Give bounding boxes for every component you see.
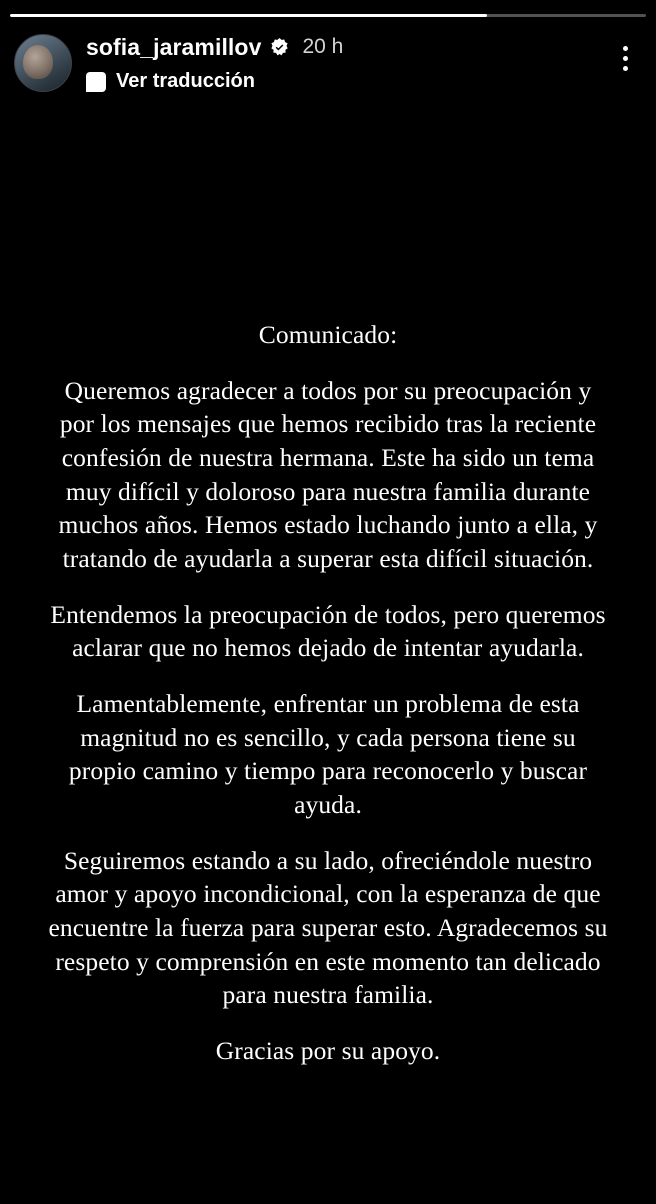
story-statement-text [48, 318, 608, 1067]
avatar[interactable] [14, 34, 72, 92]
more-options-icon[interactable] [608, 36, 642, 80]
statement-paragraph: Comunicado: [258, 320, 398, 349]
story-header [0, 30, 656, 106]
statement-paragraph: Queremos agradecer a todos por su preocupación y por los mensajes que hemos recibido tras la reciente confesión de nuestra hermana. Este ha sido un tema muy difícil y doloroso para nuestra familia durante muchos años. Hemos estado luchando junto a ella, y tratando de ayudarla a superar esta difícil situación. [58, 375, 598, 573]
verified-badge-icon [269, 37, 290, 58]
statement-paragraph: Seguiremos estando a su lado, ofreciéndole nuestro amor y apoyo incondicional, con la esperanza de que encuentre la fuerza para superar esto. Agradecemos su respeto y comprensión en este momento tan delicado para nuestra familia. [48, 845, 608, 1010]
header-primary-line [86, 30, 608, 64]
story-progress-bar [10, 14, 646, 17]
progress-track [10, 14, 646, 17]
story-timestamp: 20 h [302, 35, 344, 58]
header-text-block [86, 30, 608, 93]
see-translation-row[interactable] [86, 70, 608, 93]
translate-icon [86, 72, 106, 92]
statement-paragraph: Entendemos la preocupación de todos, pero queremos aclarar que no hemos dejado de intentar ayudarla. [50, 599, 606, 663]
statement-paragraph: Gracias por su apoyo. [215, 1035, 441, 1065]
statement-paragraph: Lamentablemente, enfrentar un problema de esta magnitud no es sencillo, y cada persona tiene su propio camino y tiempo para reconocerlo y buscar ayuda. [68, 688, 588, 819]
username-label[interactable]: sofia_jaramillov [86, 33, 262, 60]
see-translation-label[interactable]: Ver traducción [116, 70, 255, 92]
progress-fill [10, 14, 487, 17]
